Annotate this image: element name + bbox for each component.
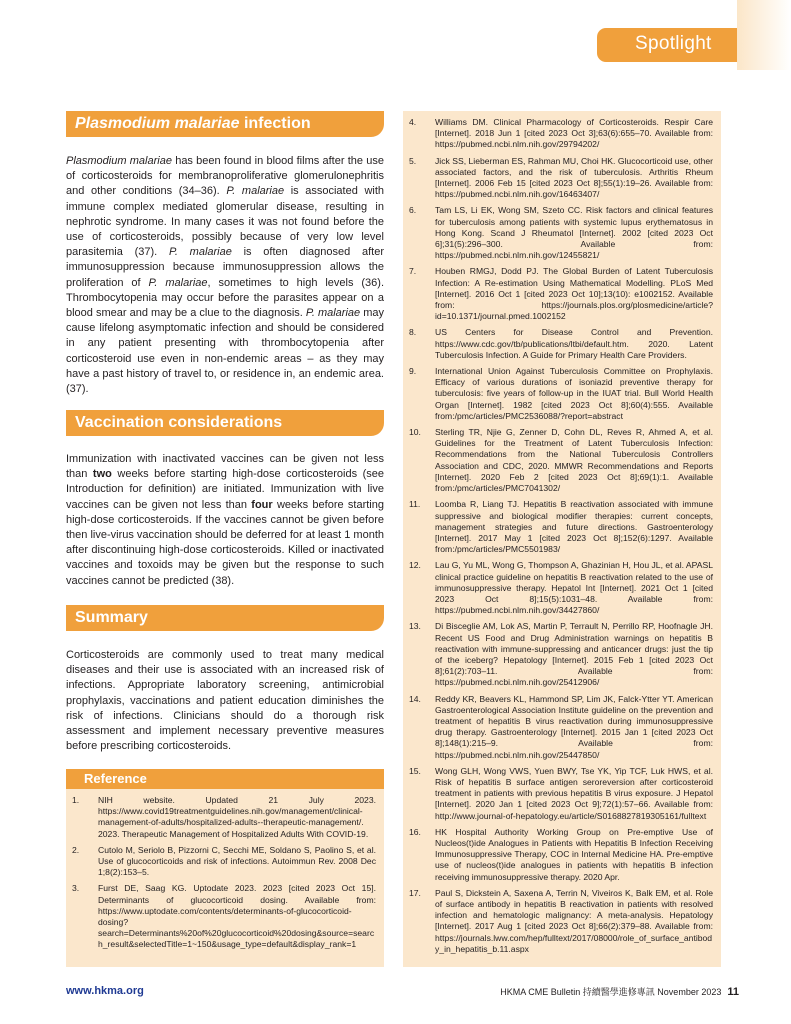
reference-text: International Union Against Tuberculosis Committee on Prophylaxis. Efficacy of various durations of isoniazid preventive therapy for tuberculosis: five years of follow-up in the IUAT trial. Bull World Health Organ [Internet]. 1982 [cited 2023 Oct 8];60(4):555. Available from:/pmc/articles/PMC2536088/?report=abstract	[435, 366, 713, 421]
reference-number: 9.	[409, 366, 417, 377]
reference-text: Reddy KR, Beavers KL, Hammond SP, Lim JK, Falck-Ytter YT. American Gastroenterological Association Institute guideline on the prevention and treatment of hepatitis B virus reactivation during immunosuppressive drug therapy. Gastroenterology [Internet]. 2015 Jan 1 [cited 2023 Oct 8];148(1):215–9. Available from: https://pubmed.ncbi.nlm.nih.gov/25447850/	[435, 693, 713, 760]
reference-item	[407, 560, 713, 616]
footer-bulletin	[500, 985, 739, 998]
reference-text: Williams DM. Clinical Pharmacology of Corticosteroids. Respir Care [Internet]. 2018 Jun 1 [cited 2023 Oct 3];63(6):655–70. Available from: https://pubmed.ncbi.nlm.nih.gov/29794202/	[435, 117, 713, 150]
reference-text: HK Hospital Authority Working Group on Pre-emptive Use of Nucleos(t)ide Analogues in Patients with Hepatitis B Infection Receiving Immunosuppressive Therapy, COC in Internal Medicine HA. Pre-emptive use of nucleos(t)ide analogues in patients with hepatitis B infection receiving immunosuppressive therapy. 2020 Apr.	[435, 826, 713, 882]
reference-text: Paul S, Dickstein A, Saxena A, Terrin N, Viveiros K, Balk EM, et al. Role of surface antibody in hepatitis B reactivation in patients with resolved infection and hematologic malignancy: A meta-analysis. Hepatology [Internet]. 2017 Aug 1 [cited 2023 Oct 8];66(2):379–88. Available from: https://journals.lww.com/hep/fulltext/2017/08000/role_of_surface_antibody_in_hepatitis_b.11.aspx	[435, 887, 713, 954]
reference-number: 11.	[409, 499, 421, 510]
reference-list-left	[70, 795, 376, 951]
reference-number: 12.	[409, 560, 421, 571]
reference-text: NIH website. Updated 21 July 2023. https://www.covid19treatmentguidelines.nih.gov/management/clinical-management-of-adults/hospitalized-adults--therapeutic-management/. 2023. Therapeutic Management of Hospitalized Adults With COVID-19.	[98, 795, 376, 839]
reference-text: Loomba R, Liang TJ. Hepatitis B reactivation associated with immune suppressive and biological modifier therapies: current concepts, management strategies and future directions. Gastroenterology [Internet]. 2017 May 1 [cited 2023 Oct 8];152(6):1297. Available from:/pmc/articles/PMC5501983/	[435, 499, 713, 555]
reference-item	[70, 795, 376, 840]
reference-number: 4.	[409, 117, 417, 127]
reference-number: 7.	[409, 266, 417, 277]
reference-item	[407, 888, 713, 955]
malariae-paragraph: Plasmodium malariae has been found in blood films after the use of corticosteroids for membranoproliferative glomerulonephritis and other conditions (34–36). P. malariae is associated with immune complex mediated glomerular disease, resulting in nephrotic syndrome. In many cases it was not found before the use of corticosteroids, possibly because of very low level parasitemia (37). P. malariae is often diagnosed after immunosuppression because immunosuppression allows the proliferation of P. malariae, sometimes to high levels (36). Thrombocytopenia may occur before the parasites appear on a blood smear and may be a clue to the diagnosis. P. malariae may cause lifelong asymptomatic infection and should be considered in any patient presenting with thrombocytopenia after corticosteroid use even in non-endemic areas – as they may have a past history of travel to, or residence in, an endemic area. (37).	[66, 155, 385, 396]
reference-number: 8.	[409, 327, 417, 338]
reference-item	[70, 883, 376, 950]
malariae-heading-italic: Plasmodium malariae	[75, 115, 240, 132]
reference-number: 1.	[72, 795, 80, 805]
reference-heading: Reference	[66, 769, 384, 789]
reference-item	[407, 694, 713, 761]
reference-number: 6.	[409, 205, 417, 216]
reference-number: 14.	[409, 693, 421, 704]
reference-text: Di Bisceglie AM, Lok AS, Martin P, Terrault N, Perrillo RP, Hoofnagle JH. Recent US Food and Drug Administration warnings on hepatitis B reactivation with immune-suppressing and anticancer drugs: just the tip of the iceberg? Hepatology [Internet]. 2015 Feb 1 [cited 2023 Oct 8];61(2):703–11. Available from: https://pubmed.ncbi.nlm.nih.gov/25412906/	[435, 621, 713, 688]
reference-number: 16.	[409, 826, 421, 837]
summary-heading: Summary	[66, 605, 384, 631]
reference-number: 13.	[409, 621, 421, 632]
footer-website[interactable]: www.hkma.org	[66, 985, 144, 997]
reference-list-right	[407, 117, 713, 955]
vaccination-paragraph: Immunization with inactivated vaccines can be given not less than two weeks before starting high-dose corticosteroids (see Introduction for definition) are initiated. Immunization with live vaccines can be given not less than four weeks before starting high-dose corticosteroids. If the vaccines cannot be given before then live-virus vaccination should be deferred for at least 1 month after discontinuing high-dose corticosteroids. Killed or inactivated vaccines and toxoids may be given but the response to such vaccines cannot be predicted (38).	[66, 453, 384, 587]
reference-item	[407, 117, 713, 151]
reference-text: Cutolo M, Seriolo B, Pizzorni C, Secchi ME, Soldano S, Paolino S, et al. Use of glucocorticoids and risk of infections. Autoimmun Rev. 2008 Dec 1;8(2):153–5.	[98, 844, 376, 878]
malariae-heading-rest: infection	[239, 115, 311, 132]
reference-box-left	[66, 789, 384, 967]
reference-text: Sterling TR, Njie G, Zenner D, Cohn DL, Reves R, Ahmed A, et al. Guidelines for the Treatment of Latent Tuberculosis Infection: Recommendations from the National Tuberculosis Controllers Association and CDC, 2020. MMWR Recommendations and Reports [Internet]. 2020 Feb 2 [cited 2023 Oct 8];69(1):1. Available from:/pmc/articles/PMC7041302/	[435, 427, 713, 494]
spotlight-label: Spotlight	[635, 33, 712, 54]
reference-item	[407, 827, 713, 883]
reference-number: 10.	[409, 427, 421, 438]
reference-number: 17.	[409, 887, 421, 898]
reference-text: Wong GLH, Wong VWS, Yuen BWY, Tse YK, Yip TCF, Luk HWS, et al. Risk of hepatitis B surface antigen seroreversion after corticosteroid treatment in patients with previous hepatitis B virus exposure. J Hepatol [Internet]. 2020 Jan 1 [cited 2023 Oct 9];72(1):57–66. Available from: http://www.journal-of-hepatology.eu/article/S0168827819305161/fulltext	[435, 765, 713, 821]
vaccination-heading: Vaccination considerations	[66, 410, 384, 436]
reference-item	[407, 156, 713, 201]
malariae-heading	[66, 111, 384, 137]
reference-item	[407, 266, 713, 322]
reference-text: Tam LS, Li EK, Wong SM, Szeto CC. Risk factors and clinical features for tuberculosis among patients with systemic lupus erythematosus in Hong Kong. Scand J Rheumatol [Internet]. 2002 [cited 2023 Oct 6];31(5):296–300. Available from: https://pubmed.ncbi.nlm.nih.gov/12455821/	[435, 205, 713, 261]
reference-item	[70, 845, 376, 879]
reference-text: Lau G, Yu ML, Wong G, Thompson A, Ghazinian H, Hou JL, et al. APASL clinical practice guideline on hepatitis B reactivation related to the use of immunosuppressive therapy. Hepatol Int [Internet]. 2021 Oct 1 [cited 2023 Oct 8];15(5):1031–48. Available from: https://pubmed.ncbi.nlm.nih.gov/34427860/	[435, 560, 713, 616]
page-number: 11	[727, 986, 739, 998]
reference-number: 15.	[409, 765, 421, 776]
reference-number: 5.	[409, 155, 417, 166]
reference-item	[407, 499, 713, 555]
reference-item	[407, 766, 713, 822]
reference-item	[407, 327, 713, 361]
reference-text: Furst DE, Saag KG. Uptodate 2023. 2023 [cited 2023 Oct 15]. Determinants of glucocorticoid dosing. Available from: https://www.uptodate.com/contents/determinants-of-glucocorticoid-dosing?search=Determinants%20of%20glucocorticoid%20dosing&source=search_result&selectedTitle=1~150&usage_type=default&display_rank=1	[98, 883, 376, 950]
reference-text: Jick SS, Lieberman ES, Rahman MU, Choi HK. Glucocorticoid use, other associated factors, and the risk of tuberculosis. Arthritis Rheum [Internet]. 2006 Feb 15 [cited 2023 Oct 8];55(1):19–26. Available from: https://pubmed.ncbi.nlm.nih.gov/16463407/	[435, 155, 713, 200]
reference-item	[407, 366, 713, 422]
header-edge-decoration	[737, 0, 791, 70]
reference-text: Houben RMGJ, Dodd PJ. The Global Burden of Latent Tuberculosis Infection: A Re-estimation Using Mathematical Modelling. PLoS Med [Internet]. 2016 Oct 1 [cited 2023 Oct 10];13(10): e1002152. Available from: https://journals.plos.org/plosmedicine/article?id=10.1371/journal.pmed.1002152	[435, 266, 713, 322]
reference-item	[407, 427, 713, 494]
reference-number: 2.	[72, 844, 80, 855]
reference-number: 3.	[72, 883, 80, 894]
summary-paragraph: Corticosteroids are commonly used to treat many medical diseases and their use is associated with an increased risk of infections. Appropriate laboratory screening, antimicrobial prophylaxis, vaccinations and patient education diminishes the risk of infections. Clinicians should do a thorough risk assessment and implement necessary preventive measures before prescribing corticosteroids.	[66, 649, 384, 753]
reference-item	[407, 621, 713, 688]
reference-text: US Centers for Disease Control and Prevention. https://www.cdc.gov/tb/publications/ltbi/default.htm. 2020. Latent Tuberculosis Infection. A Guide for Primary Health Care Providers.	[435, 327, 713, 360]
reference-box-right	[403, 111, 721, 967]
reference-item	[407, 205, 713, 261]
footer-bulletin-text: HKMA CME Bulletin 持續醫學進修專訊 November 2023	[500, 987, 722, 997]
spotlight-tab	[597, 28, 737, 62]
